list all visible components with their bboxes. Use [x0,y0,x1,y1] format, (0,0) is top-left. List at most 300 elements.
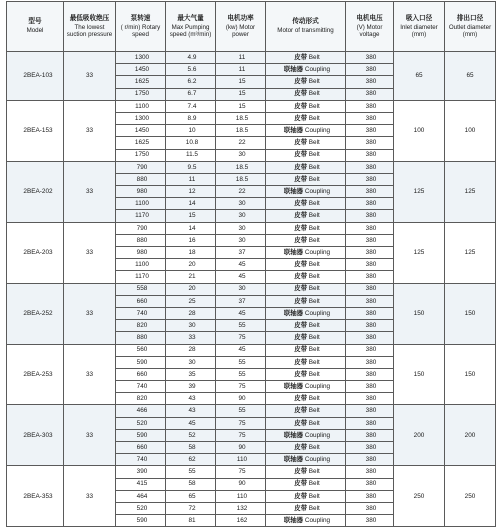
power-cell: 11 [216,52,266,64]
voltage-cell: 380 [346,259,394,271]
transmission-en: Belt [308,224,320,232]
transmission-zh: 联轴器 [283,248,304,256]
transmission-cell [266,478,346,490]
flow-cell: 62 [166,454,216,466]
voltage-cell: 380 [346,320,394,332]
voltage-cell: 380 [346,234,394,246]
transmission-zh: 皮带 [294,212,307,220]
transmission-cell [266,490,346,502]
transmission-cell [266,100,346,112]
transmission-en: Belt [308,200,320,208]
voltage-cell: 380 [346,344,394,356]
flow-cell: 33 [166,332,216,344]
flow-cell: 14 [166,222,216,234]
header-transmission-zh: 传动形式 [292,18,319,26]
power-cell: 18.5 [216,125,266,137]
transmission-en: Belt [308,139,320,147]
speed-cell: 660 [116,368,166,380]
flow-cell: 28 [166,344,216,356]
power-cell: 11 [216,64,266,76]
voltage-cell: 380 [346,100,394,112]
header-flow-en: Max Pumping speed (m³/min) [169,23,212,38]
transmission-en: Coupling [304,248,331,256]
voltage-cell: 380 [346,417,394,429]
outlet-cell: 200 [445,405,496,466]
pressure-cell: 33 [64,222,116,283]
flow-cell: 11 [166,173,216,185]
outlet-cell: 150 [445,283,496,344]
outlet-cell: 100 [445,100,496,161]
speed-cell: 1750 [116,88,166,100]
flow-cell: 12 [166,186,216,198]
inlet-cell: 250 [394,466,445,527]
transmission-cell [266,405,346,417]
inlet-cell: 125 [394,161,445,222]
spec-sheet [6,1,495,525]
header-flow [166,2,216,52]
transmission-zh: 皮带 [294,236,307,244]
voltage-cell: 380 [346,198,394,210]
voltage-cell: 380 [346,76,394,88]
flow-cell: 10.8 [166,137,216,149]
power-cell: 22 [216,137,266,149]
transmission-zh: 皮带 [294,322,307,330]
pressure-cell: 33 [64,466,116,527]
pressure-cell: 33 [64,405,116,466]
transmission-zh: 皮带 [294,224,307,232]
transmission-en: Belt [308,334,320,342]
transmission-cell [266,88,346,100]
transmission-zh: 皮带 [294,200,307,208]
power-cell: 45 [216,344,266,356]
speed-cell: 1100 [116,198,166,210]
model-cell: 2BEA-353 [7,466,64,527]
power-cell: 162 [216,515,266,527]
transmission-en: Coupling [304,66,331,74]
speed-cell: 1450 [116,64,166,76]
transmission-en: Belt [308,285,320,293]
voltage-cell: 380 [346,393,394,405]
power-cell: 110 [216,454,266,466]
power-cell: 90 [216,442,266,454]
voltage-cell: 380 [346,247,394,259]
transmission-en: Belt [308,114,320,122]
transmission-en: Belt [308,90,320,98]
speed-cell: 980 [116,247,166,259]
voltage-cell: 380 [346,161,394,173]
table-row [7,222,496,234]
transmission-en: Belt [308,273,320,281]
transmission-en: Coupling [304,456,331,464]
voltage-cell: 380 [346,88,394,100]
transmission-zh: 联轴器 [283,431,304,439]
transmission-zh: 皮带 [294,370,307,378]
voltage-cell: 380 [346,52,394,64]
voltage-cell: 380 [346,356,394,368]
transmission-zh: 联轴器 [283,127,304,135]
transmission-en: Belt [308,407,320,415]
transmission-zh: 联轴器 [283,382,304,390]
flow-cell: 52 [166,429,216,441]
header-outlet-en: Outlet diameter (mm) [448,23,492,38]
transmission-cell [266,454,346,466]
power-cell: 90 [216,478,266,490]
voltage-cell: 380 [346,64,394,76]
header-inlet-zh: 吸入口径 [405,14,433,22]
flow-cell: 65 [166,490,216,502]
voltage-cell: 380 [346,332,394,344]
voltage-cell: 380 [346,454,394,466]
transmission-cell [266,210,346,222]
power-cell: 90 [216,393,266,405]
model-cell: 2BEA-103 [7,52,64,101]
flow-cell: 18 [166,247,216,259]
outlet-cell: 250 [445,466,496,527]
transmission-zh: 皮带 [294,407,307,415]
speed-cell: 590 [116,515,166,527]
outlet-cell: 125 [445,161,496,222]
flow-cell: 28 [166,307,216,319]
transmission-cell [266,173,346,185]
table-row [7,466,496,478]
transmission-en: Belt [308,395,320,403]
transmission-cell [266,125,346,137]
power-cell: 55 [216,405,266,417]
power-cell: 15 [216,100,266,112]
inlet-cell: 200 [394,405,445,466]
speed-cell: 390 [116,466,166,478]
header-voltage-zh: 电机电压 [356,14,383,22]
voltage-cell: 380 [346,307,394,319]
table-header-row [7,2,496,52]
transmission-zh: 皮带 [294,504,307,512]
transmission-cell [266,368,346,380]
transmission-en: Belt [308,236,320,244]
power-cell: 45 [216,307,266,319]
transmission-cell [266,381,346,393]
header-pressure [64,2,116,52]
transmission-en: Coupling [304,127,331,135]
transmission-zh: 皮带 [294,468,307,476]
speed-cell: 740 [116,307,166,319]
header-transmission [266,2,346,52]
transmission-zh: 皮带 [294,163,307,171]
flow-cell: 35 [166,368,216,380]
transmission-cell [266,222,346,234]
transmission-en: Belt [308,346,320,354]
table-row [7,161,496,173]
voltage-cell: 380 [346,368,394,380]
transmission-zh: 皮带 [294,358,307,366]
transmission-zh: 皮带 [294,114,307,122]
flow-cell: 20 [166,283,216,295]
flow-cell: 39 [166,381,216,393]
speed-cell: 1450 [116,125,166,137]
power-cell: 30 [216,210,266,222]
header-power [216,2,266,52]
voltage-cell: 380 [346,478,394,490]
speed-cell: 415 [116,478,166,490]
transmission-cell [266,76,346,88]
transmission-en: Belt [308,261,320,269]
table-row [7,100,496,112]
power-cell: 30 [216,234,266,246]
voltage-cell: 380 [346,490,394,502]
power-cell: 30 [216,198,266,210]
speed-cell: 520 [116,502,166,514]
speed-cell: 1100 [116,100,166,112]
speed-cell: 980 [116,186,166,198]
speed-cell: 880 [116,173,166,185]
transmission-en: Belt [308,358,320,366]
transmission-zh: 皮带 [294,102,307,110]
transmission-cell [266,295,346,307]
transmission-cell [266,271,346,283]
power-cell: 30 [216,283,266,295]
flow-cell: 20 [166,259,216,271]
flow-cell: 30 [166,356,216,368]
voltage-cell: 380 [346,271,394,283]
transmission-cell [266,186,346,198]
transmission-zh: 联轴器 [283,456,304,464]
inlet-cell: 100 [394,100,445,161]
transmission-en: Belt [308,175,320,183]
speed-cell: 558 [116,283,166,295]
voltage-cell: 380 [346,173,394,185]
pressure-cell: 33 [64,283,116,344]
power-cell: 30 [216,149,266,161]
header-model-zh: 型号 [28,18,42,26]
voltage-cell: 380 [346,149,394,161]
outlet-cell: 125 [445,222,496,283]
flow-cell: 16 [166,234,216,246]
speed-cell: 790 [116,222,166,234]
voltage-cell: 380 [346,295,394,307]
flow-cell: 25 [166,295,216,307]
flow-cell: 58 [166,442,216,454]
flow-cell: 72 [166,502,216,514]
transmission-cell [266,283,346,295]
transmission-en: Belt [308,370,320,378]
table-row [7,52,496,64]
header-inlet [394,2,445,52]
transmission-en: Belt [308,480,320,488]
transmission-en: Coupling [304,431,331,439]
flow-cell: 55 [166,466,216,478]
voltage-cell: 380 [346,442,394,454]
model-cell: 2BEA-303 [7,405,64,466]
speed-cell: 660 [116,442,166,454]
transmission-cell [266,429,346,441]
pressure-cell: 33 [64,161,116,222]
inlet-cell: 150 [394,344,445,405]
flow-cell: 7.4 [166,100,216,112]
power-cell: 30 [216,222,266,234]
speed-cell: 1170 [116,271,166,283]
flow-cell: 43 [166,405,216,417]
transmission-zh: 皮带 [294,139,307,147]
transmission-zh: 皮带 [294,395,307,403]
speed-cell: 820 [116,320,166,332]
transmission-zh: 皮带 [294,346,307,354]
power-cell: 75 [216,466,266,478]
transmission-zh: 皮带 [294,78,307,86]
transmission-zh: 皮带 [294,53,307,61]
header-outlet-zh: 排出口径 [456,14,484,22]
transmission-cell [266,149,346,161]
transmission-cell [266,112,346,124]
speed-cell: 590 [116,429,166,441]
transmission-cell [266,344,346,356]
power-cell: 110 [216,490,266,502]
transmission-en: Belt [308,102,320,110]
transmission-zh: 皮带 [294,175,307,183]
voltage-cell: 380 [346,125,394,137]
voltage-cell: 380 [346,137,394,149]
speed-cell: 560 [116,344,166,356]
inlet-cell: 125 [394,222,445,283]
voltage-cell: 380 [346,381,394,393]
transmission-zh: 皮带 [294,492,307,500]
header-voltage-en: (V) Motor voltage [356,23,383,38]
transmission-en: Belt [308,492,320,500]
speed-cell: 590 [116,356,166,368]
transmission-cell [266,320,346,332]
transmission-en: Belt [308,322,320,330]
header-model-en: Model [26,27,44,35]
transmission-zh: 皮带 [294,334,307,342]
transmission-zh: 联轴器 [283,66,304,74]
model-cell: 2BEA-253 [7,344,64,405]
speed-cell: 820 [116,393,166,405]
flow-cell: 5.6 [166,64,216,76]
transmission-cell [266,466,346,478]
model-cell: 2BEA-203 [7,222,64,283]
transmission-cell [266,502,346,514]
flow-cell: 30 [166,320,216,332]
header-speed-en: ( r/min) Rotary speed [120,23,161,38]
flow-cell: 81 [166,515,216,527]
transmission-en: Belt [308,419,320,427]
transmission-en: Coupling [304,517,331,525]
power-cell: 15 [216,88,266,100]
flow-cell: 11.5 [166,149,216,161]
speed-cell: 660 [116,295,166,307]
voltage-cell: 380 [346,112,394,124]
voltage-cell: 380 [346,222,394,234]
model-cell: 2BEA-153 [7,100,64,161]
table-body [7,52,496,527]
power-cell: 45 [216,259,266,271]
voltage-cell: 380 [346,186,394,198]
transmission-en: Belt [308,78,320,86]
model-cell: 2BEA-202 [7,161,64,222]
flow-cell: 8.9 [166,112,216,124]
inlet-cell: 65 [394,52,445,101]
power-cell: 75 [216,429,266,441]
transmission-zh: 皮带 [294,480,307,488]
power-cell: 55 [216,356,266,368]
power-cell: 75 [216,417,266,429]
transmission-en: Belt [308,163,320,171]
transmission-cell [266,234,346,246]
pressure-cell: 33 [64,100,116,161]
table-row [7,283,496,295]
speed-cell: 1300 [116,112,166,124]
inlet-cell: 150 [394,283,445,344]
transmission-zh: 联轴器 [283,187,304,195]
header-flow-zh: 最大气量 [177,14,204,22]
power-cell: 18.5 [216,173,266,185]
flow-cell: 15 [166,210,216,222]
speed-cell: 1300 [116,52,166,64]
transmission-en: Belt [308,297,320,305]
flow-cell: 58 [166,478,216,490]
power-cell: 75 [216,381,266,393]
transmission-cell [266,247,346,259]
voltage-cell: 380 [346,515,394,527]
speed-cell: 1625 [116,76,166,88]
flow-cell: 4.9 [166,52,216,64]
power-cell: 55 [216,320,266,332]
transmission-zh: 皮带 [294,443,307,451]
speed-cell: 880 [116,234,166,246]
power-cell: 132 [216,502,266,514]
transmission-cell [266,515,346,527]
header-transmission-en: Motor of transmitting [277,27,334,35]
voltage-cell: 380 [346,283,394,295]
header-voltage [346,2,394,52]
power-cell: 37 [216,247,266,259]
header-speed [116,2,166,52]
header-pressure-en: The lowest suction pressure [66,23,113,38]
transmission-en: Coupling [304,382,331,390]
flow-cell: 6.7 [166,88,216,100]
transmission-zh: 皮带 [294,285,307,293]
transmission-zh: 皮带 [294,273,307,281]
speed-cell: 464 [116,490,166,502]
transmission-en: Belt [308,212,320,220]
voltage-cell: 380 [346,466,394,478]
flow-cell: 9.5 [166,161,216,173]
transmission-cell [266,64,346,76]
power-cell: 15 [216,76,266,88]
power-cell: 18.5 [216,161,266,173]
transmission-zh: 皮带 [294,151,307,159]
transmission-cell [266,417,346,429]
transmission-cell [266,259,346,271]
flow-cell: 14 [166,198,216,210]
transmission-zh: 联轴器 [283,309,304,317]
header-power-zh: 电机功率 [227,14,254,22]
transmission-en: Belt [308,443,320,451]
pump-spec-table [6,1,496,527]
header-power-en: (kw) Motor power [225,23,256,38]
header-speed-zh: 泵转速 [130,14,151,22]
power-cell: 18.5 [216,112,266,124]
flow-cell: 21 [166,271,216,283]
header-inlet-en: Inlet diameter (mm) [400,23,438,38]
header-outlet [445,2,496,52]
transmission-zh: 皮带 [294,297,307,305]
transmission-zh: 皮带 [294,419,307,427]
flow-cell: 43 [166,393,216,405]
table-row [7,344,496,356]
outlet-cell: 150 [445,344,496,405]
header-model [7,2,64,52]
transmission-zh: 皮带 [294,90,307,98]
speed-cell: 740 [116,454,166,466]
